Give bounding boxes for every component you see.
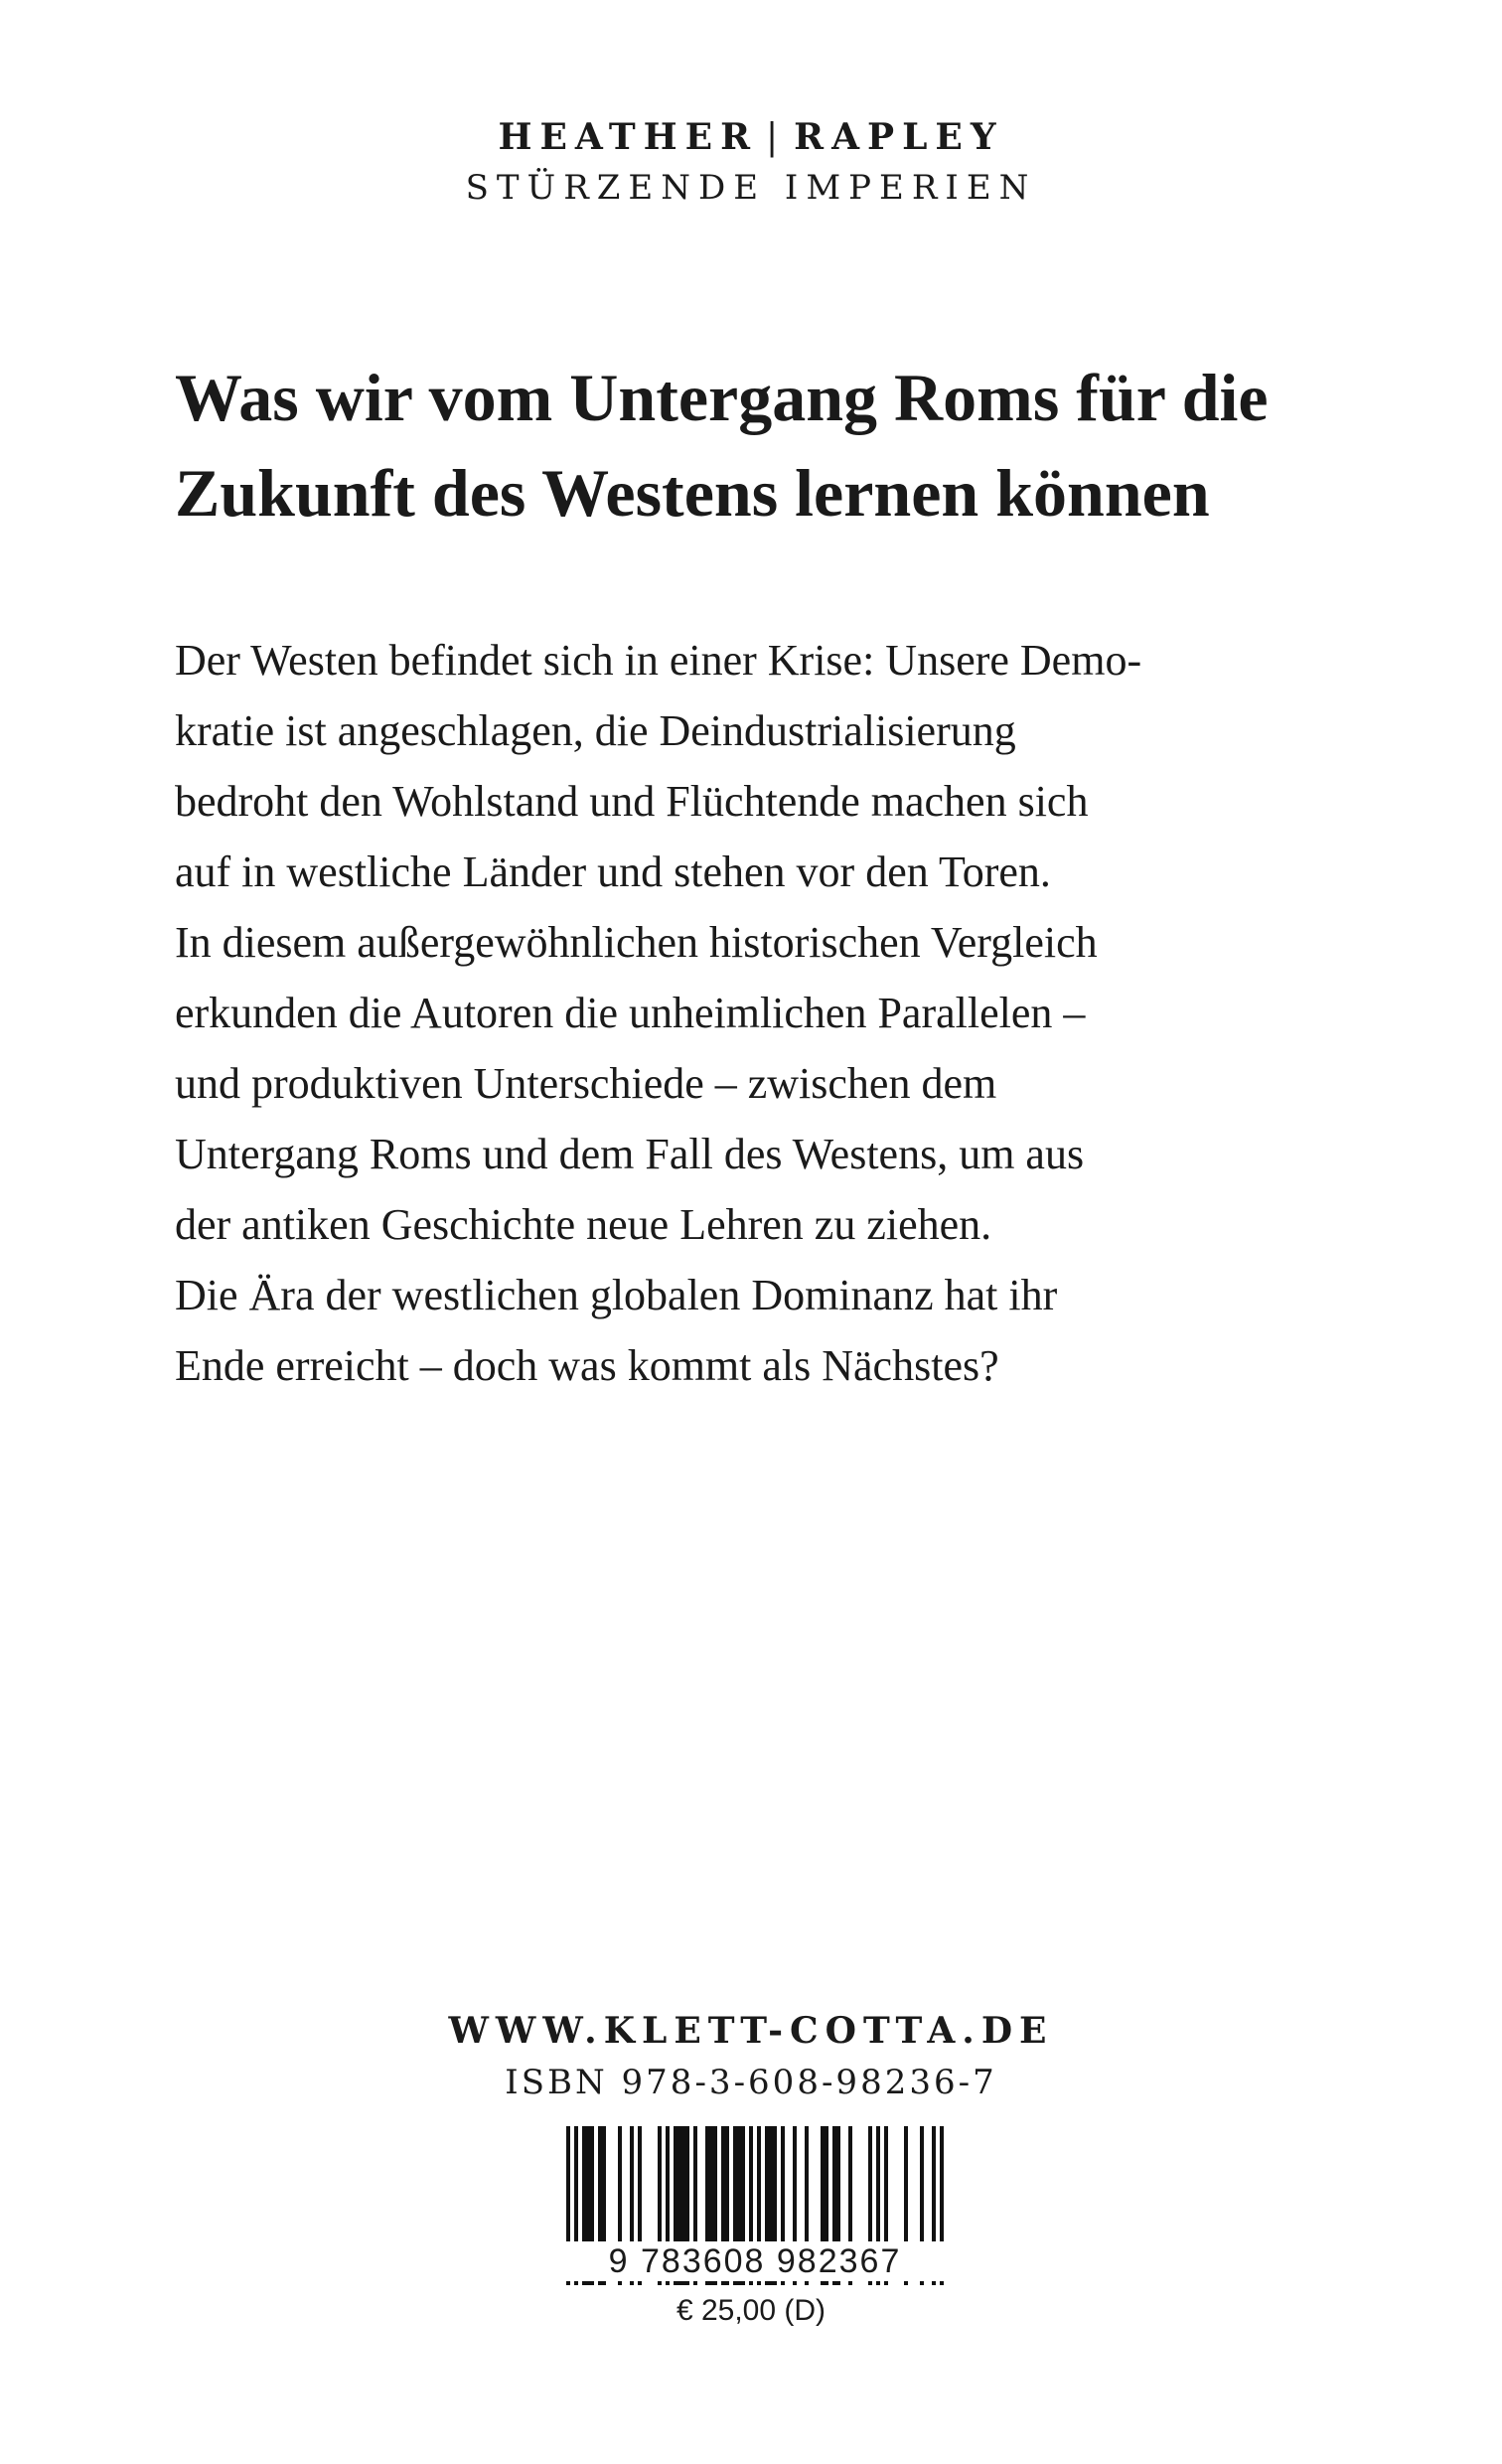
blurb-line: und produktiven Unterschiede – zwischen dem [175, 1059, 997, 1108]
blurb-line: auf in westliche Länder und stehen vor den Toren. [175, 847, 1051, 896]
series-title: STÜRZENDE IMPERIEN [465, 168, 1037, 208]
blurb-line: Ende erreicht – doch was kommt als Nächstes? [175, 1341, 999, 1390]
isbn: ISBN 978-3-608-98236-7 [505, 2063, 997, 2102]
blurb-line: erkunden die Autoren die unheimlichen Parallelen – [175, 989, 1086, 1037]
blurb-line: In diesem außergewöhnlichen historischen Vergleich [175, 918, 1098, 967]
author-rapley: RAPLEY [794, 116, 1004, 158]
blurb-line: Der Westen befindet sich in einer Krise: Unsere Demo- [175, 636, 1142, 685]
blurb-line: Die Ära der westlichen globalen Dominanz hat ihr [175, 1271, 1058, 1319]
back-cover-header [0, 111, 1502, 212]
headline-line: Was wir vom Untergang Roms für die [175, 360, 1269, 435]
blurb-line: bedroht den Wohlstand und Flüchtende machen sich [175, 777, 1089, 826]
headline [175, 350, 1347, 540]
blurb-text [175, 625, 1347, 1401]
headline-line: Zukunft des Westens lernen können [175, 455, 1210, 531]
blurb-line: Untergang Roms und dem Fall des Westens, um aus [175, 1130, 1085, 1178]
barcode-digits: 9 783608 982367 [546, 2241, 964, 2281]
price: € 25,00 (D) [676, 2294, 826, 2327]
blurb-line: der antiken Geschichte neue Lehren zu ziehen. [175, 1200, 992, 1249]
author-heather: HEATHER [498, 116, 759, 158]
publisher-website: WWW.KLETT-COTTA.DE [448, 2010, 1054, 2052]
blurb-line: kratie ist angeschlagen, die Deindustrialisierung [175, 706, 1016, 755]
publisher-footer [0, 2005, 1502, 2108]
author-separator: | [766, 117, 787, 158]
authors [0, 111, 1502, 164]
